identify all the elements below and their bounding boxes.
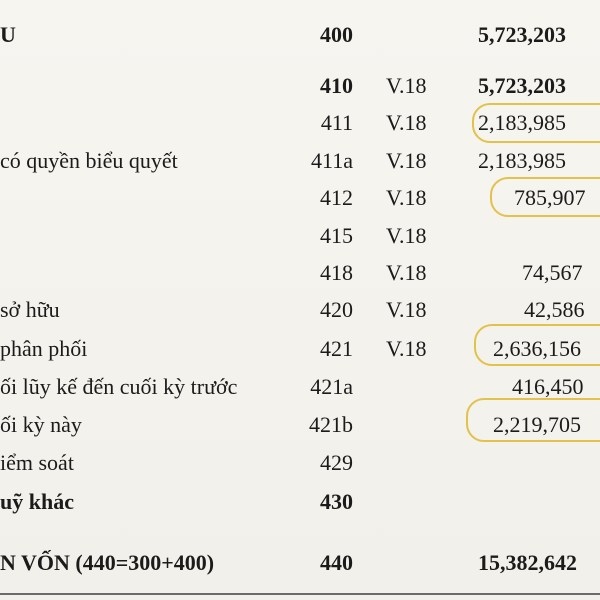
row-note: V.18 — [386, 110, 427, 135]
row-amount: 2,636,156 — [493, 336, 581, 361]
row-note: V.18 — [386, 73, 427, 98]
row-amount: 2,219,705 — [493, 412, 581, 437]
row-code: 430 — [320, 489, 353, 514]
row-label: phân phối — [0, 336, 88, 361]
row-code: 429 — [320, 450, 353, 475]
row-amount: 416,450 — [512, 374, 584, 399]
row-note: V.18 — [386, 185, 427, 210]
row-code: 420 — [320, 297, 353, 322]
row-amount: 5,723,203 — [478, 22, 566, 47]
row-code: 411 — [320, 110, 353, 135]
row-code: 418 — [320, 260, 353, 285]
row-code: 410 — [320, 73, 353, 98]
row-amount: 74,567 — [522, 260, 583, 285]
row-label: N VỐN (440=300+400) — [0, 550, 215, 575]
row-label: iểm soát — [0, 450, 74, 475]
row-amount: 2,183,985 — [478, 148, 566, 173]
row-code: 421 — [320, 336, 353, 361]
row-note: V.18 — [386, 148, 427, 173]
row-code: 421a — [310, 374, 353, 399]
row-note: V.18 — [386, 297, 427, 322]
row-label: ối lũy kế đến cuối kỳ trước — [0, 374, 238, 399]
row-label: sở hữu — [0, 297, 60, 322]
row-note: V.18 — [386, 336, 427, 361]
highlight-oval — [474, 324, 600, 366]
row-code: 411a — [311, 148, 353, 173]
highlight-oval — [490, 177, 600, 217]
row-code: 415 — [320, 223, 353, 248]
row-amount: 5,723,203 — [478, 73, 566, 98]
row-code: 412 — [320, 185, 353, 210]
row-amount: 785,907 — [514, 185, 586, 210]
row-amount: 2,183,985 — [478, 110, 566, 135]
highlight-oval — [466, 398, 600, 442]
row-amount: 15,382,642 — [478, 550, 577, 575]
row-label: uỹ khác — [0, 489, 74, 514]
row-amount: 42,586 — [524, 297, 585, 322]
row-code: 400 — [320, 22, 353, 47]
row-label: U — [0, 22, 16, 47]
row-label: có quyền biểu quyết — [0, 148, 178, 173]
row-label: ối kỳ này — [0, 412, 82, 437]
highlight-oval — [472, 103, 600, 143]
row-note: V.18 — [386, 223, 427, 248]
row-code: 440 — [320, 550, 353, 575]
row-code: 421b — [309, 412, 353, 437]
table-bottom-rule — [0, 593, 600, 595]
row-note: V.18 — [386, 260, 427, 285]
